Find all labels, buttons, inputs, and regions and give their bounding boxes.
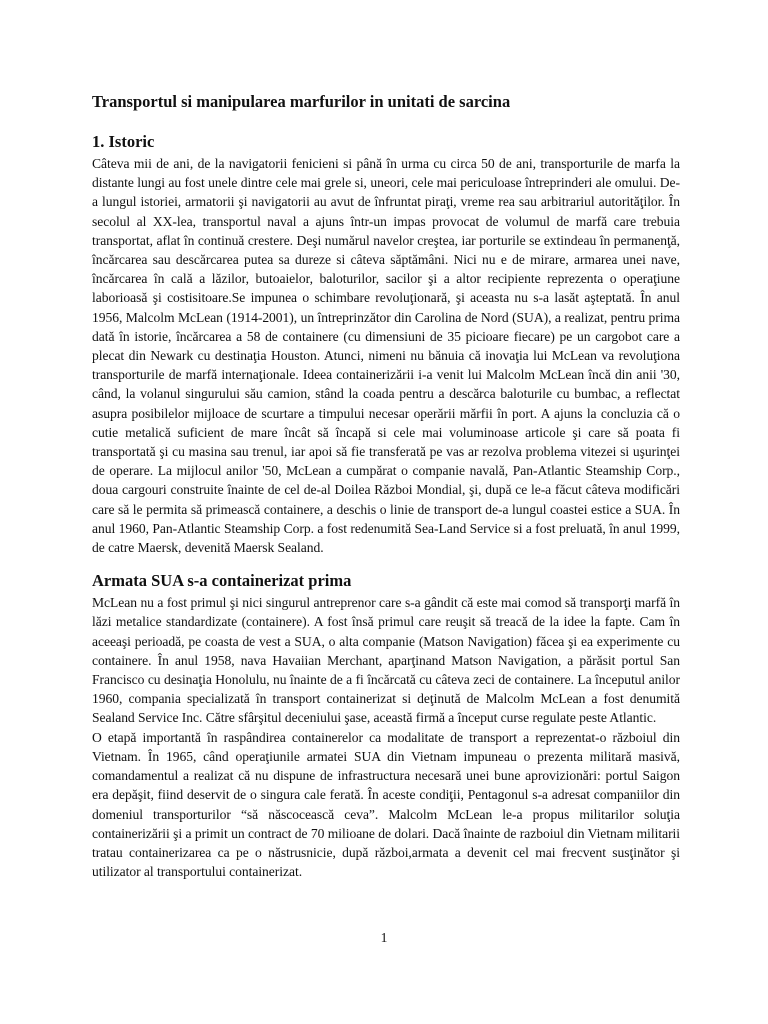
paragraph: McLean nu a fost primul şi nici singurul antreprenor care s-a gândit că este mai comod să transporţi marfă în lăzi metalice standardizate (containere). A fost însă primul care reuşit să treacă de la idee la fapte. Cam în aceeaşi perioadă, pe coasta de vest a SUA, o alta companie (Matson Navigation) făcea şi ea experimente cu containere. În anul 1958, nava Havaiian Merchant, aparţinand Matson Navigation, a părăsit portul San Francisco cu desinaţia Honolulu, nu înainte de a fi încărcată cu câteva zeci de containere. La începutul anilor 1960, compania specializată în transport containerizat si deţinută de Malcolm McLean a fost denumită Sealand Service Inc. Către sfârşitul deceniului şase, această firmă a început curse regulate peste Atlantic. [92,595,680,726]
document-title: Transportul si manipularea marfurilor in unitati de sarcina [92,92,511,111]
section-heading: Armata SUA s-a containerizat prima [92,571,352,591]
section-istoric [92,132,680,557]
section-armata [92,571,680,881]
section-heading: 1. Istoric [92,132,155,151]
page-number: 1 [380,930,388,945]
paragraph: Câteva mii de ani, de la navigatorii fenicieni si până în urma cu circa 50 de ani, transporturile de marfa la distante lungi au fost unele dintre cele mai grele si, uneori, cele mai periculoase întreprinderi ale omului. De-a lungul istoriei, armatorii şi navigatorii au avut de înfruntat piraţi, vreme rea sau arbitrariul autorităţilor. În secolul al XX-lea, transportul naval a ajuns într-un impas provocat de volumul de marfă care trebuia transportat, aflat în continuă crestere. Deşi numărul navelor creştea, iar porturile se extindeau în permanenţă, încărcarea sau descărcarea putea sa dureze si câteva săptămâni. Nici nu e de mirare, armarea unei nave, încărcarea în cală a lăzilor, butoaielor, baloturilor, sacilor şi a altor recipiente reprezenta o operaţiune laborioasă şi costisitoare.Se impunea o schimbare revoluţionară, şi aceasta nu s-a lasăt aşteptată. În anul 1956, Malcolm McLean (1914-2001), un întreprinzător din Carolina de Nord (SUA), a realizat, pentru prima dată în istorie, încărcarea a 58 de containere (cu dimensiuni de 35 picioare fiecare) pe un cargobot care a plecat din Newark cu destinaţia Houston. Atunci, nimeni nu bănuia că inovaţia lui McLean va revoluţiona transporturile de marfă internaţionale. Ideea containerizării i-a venit lui Malcolm McLean încă din anii '30, când, la volanul singurului său camion, stând la coada pentru a descărca baloturile cu bumbac, a reflectat asupra posibilelor mijloace de scurtare a timpului necesar operării mărfii în port. A ajuns la concluzia că o cutie metalică suficient de mare încât să încapă si cele mai voluminoase articole şi care să poata fi transportată şi cu masina sau trenul, iar apoi să fie transferată pe vas ar rezolva problema vitezei si uşurinţei de operare. La mijlocul anilor '50, McLean a cumpărat o companie navală, Pan-Atlantic Steamship Corp., doua cargouri construite înainte de cel de-al Doilea Război Mondial, şi, după ce le-a făcut câteva modificări care să le permita să primească containere, a deschis o linie de transport de-a lungul coastei estice a SUA. În anul 1960, Pan-Atlantic Steamship Corp. a fost redenumită Sea-Land Service si a fost preluată, în anul 1999, de catre Maersk, devenită Maersk Sealand. [92,156,680,556]
paragraph: O etapă importantă în raspândirea containerelor ca modalitate de transport a reprezentat-o războiul din Vietnam. În 1965, când operaţiunile armatei SUA din Vietnam impuneau o prezenta militară masivă, comandamentul a realizat că nu dispune de infrastructura necesară unei bune aprovizionări: portul Saigon era depăşit, fiind deservit de o singura cale ferată. În aceste condiţii, Pentagonul s-a adresat companiilor din domeniul transporturilor “să născocească ceva”. Malcolm McLean le-a propus militarilor soluţia containerizării şi a primit un contract de 70 milioane de dolari. Dacă înainte de razboiul din Vietnam militarii tratau containerizarea ca pe o năstrusnicie, după război,armata a devenit cel mai frecvent susţinător şi utilizator al transportului containerizat. [92,729,680,880]
